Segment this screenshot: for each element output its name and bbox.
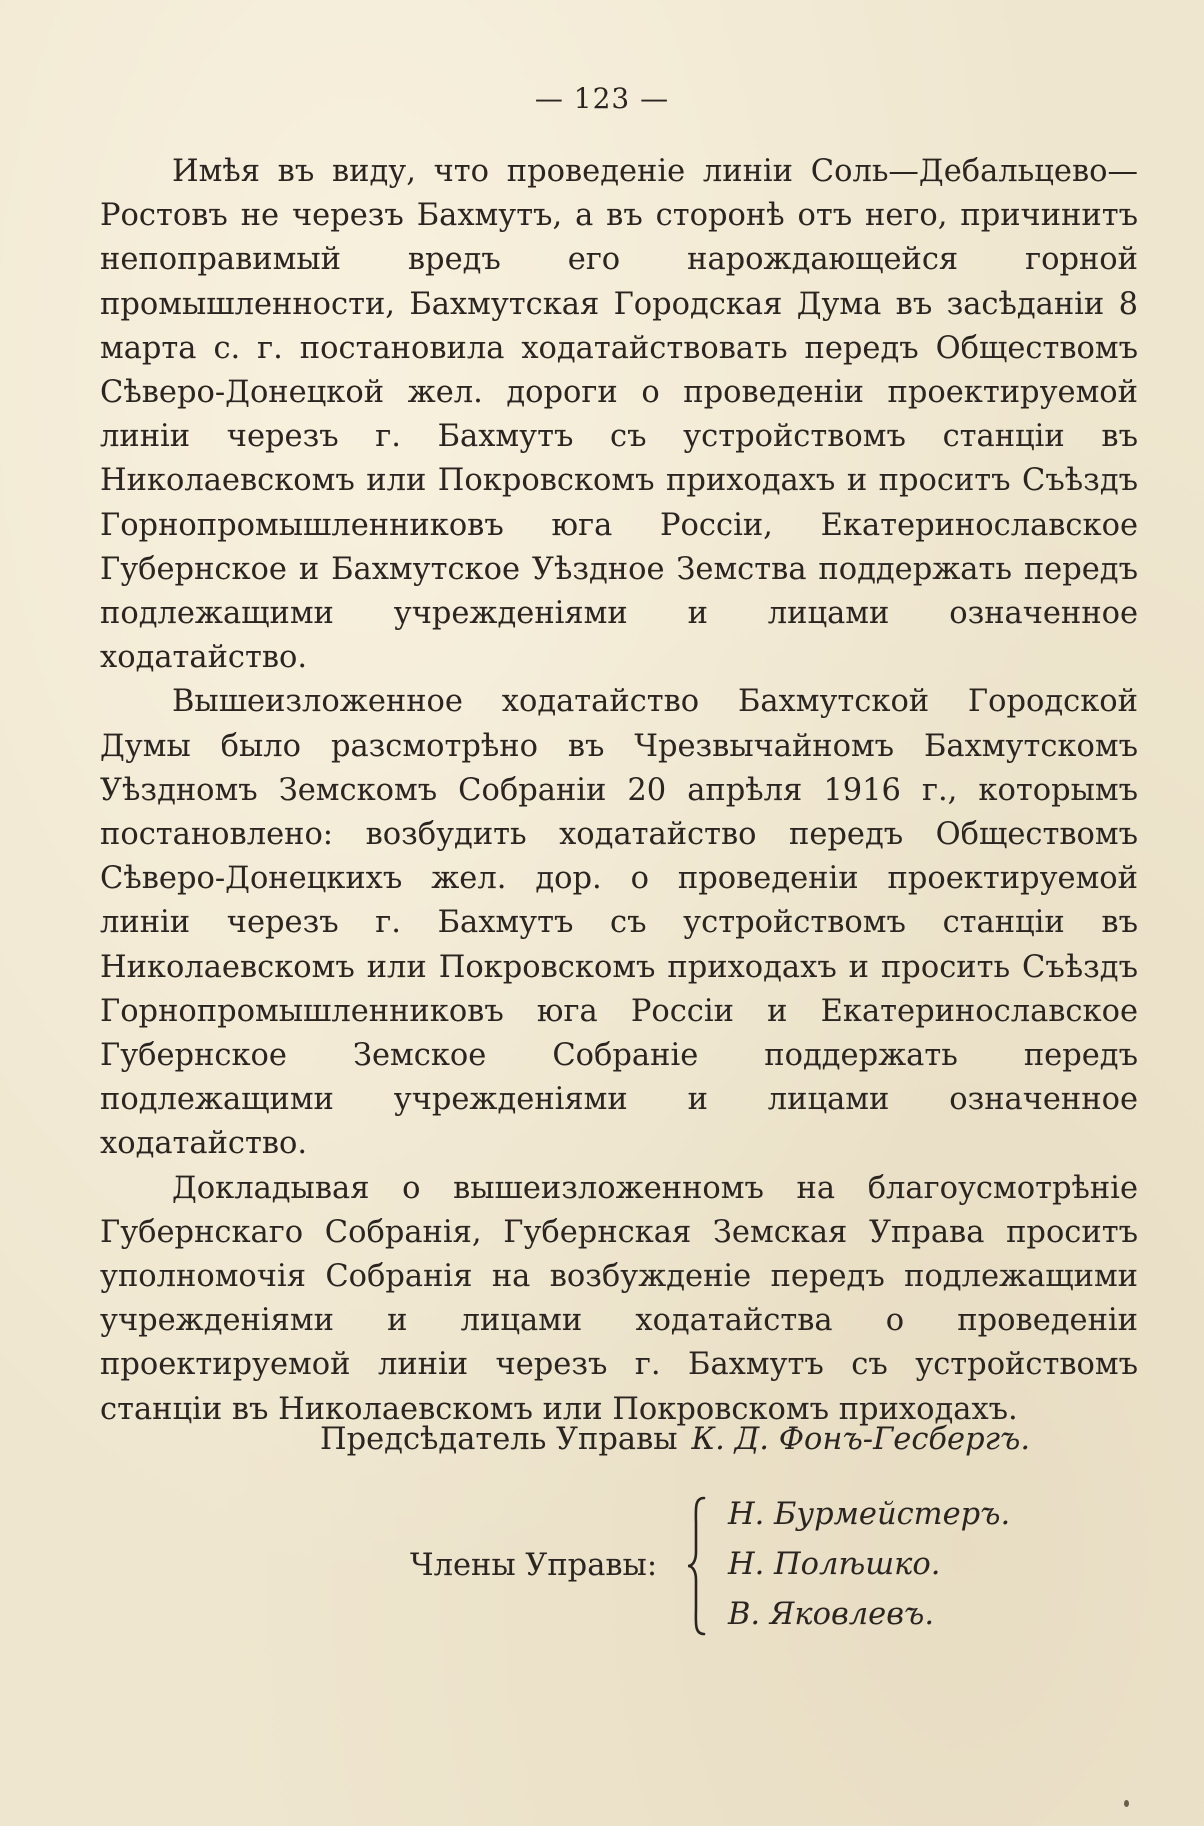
board-members-list [728,1490,1010,1640]
board-member-2: Н. Полѣшко. [728,1547,941,1582]
board-member-1: Н. Бурмейстеръ. [728,1497,1011,1532]
chairman-signature [320,1422,1030,1457]
chairman-title: Предсѣдатель Управы [320,1422,678,1457]
paragraph-2: Вышеизложенное ходатайство Бахмутской Городской Думы было разсмотрѣно въ Чрезвычайномъ Бахмутскомъ Уѣздномъ Земскомъ Собраніи 20 апрѣля 1916 г., которымъ постановлено: возбудить ходатайство передъ Обществомъ Сѣверо-Донецкихъ жел. дор. о проведеніи проектируемой линіи черезъ г. Бахмутъ съ устройствомъ станціи въ Николаевскомъ или Покровскомъ приходахъ и просить Съѣздъ Горнопромышленниковъ юга Россіи и Екатеринославское Губернское Земское Собраніе поддержать передъ подлежащими учрежденіями и лицами означенное ходатайство. [100,684,1138,1162]
board-members-block [0,1490,1204,1640]
paragraph-1: Имѣя въ виду, что проведеніе линіи Соль—Дебальцево—Ростовъ не черезъ Бахмутъ, а въ сторонѣ отъ него, причинитъ непоправимый вредъ его нарождающейся горной промышленности, Бахмутская Городская Дума въ засѣданіи 8 марта с. г. постановила ходатайствовать передъ Обществомъ Сѣверо-Донецкой жел. дороги о проведеніи проектируемой линіи черезъ г. Бахмутъ съ устройствомъ станціи въ Николаевскомъ или Покровскомъ приходахъ и проситъ Съѣздъ Горнопромышленниковъ юга Россіи, Екатеринославское Губернское и Бахмутское Уѣздное Земства поддержать передъ подлежащими учрежденіями и лицами означенное ходатайство. [100,154,1138,676]
curly-brace-icon [686,1496,708,1636]
paper-speck [1124,1800,1129,1807]
page-number: — 123 — [534,82,670,115]
paragraph-3: Докладывая о вышеизложенномъ на благоусмотрѣніе Губернскаго Собранія, Губернская Земская Управа проситъ уполномочія Собранія на возбужденіе передъ подлежащими учрежденіями и лицами ходатайства о проведеніи проектируемой линіи черезъ г. Бахмутъ съ устройствомъ станціи въ Николаевскомъ или Покровскомъ приходахъ. [100,1170,1138,1427]
body-text [100,150,1138,1432]
board-members-label: Члены Управы: [410,1548,658,1583]
board-member-3: В. Яковлевъ. [728,1597,935,1632]
chairman-name: К. Д. Фонъ-Гесбергъ. [691,1422,1031,1457]
